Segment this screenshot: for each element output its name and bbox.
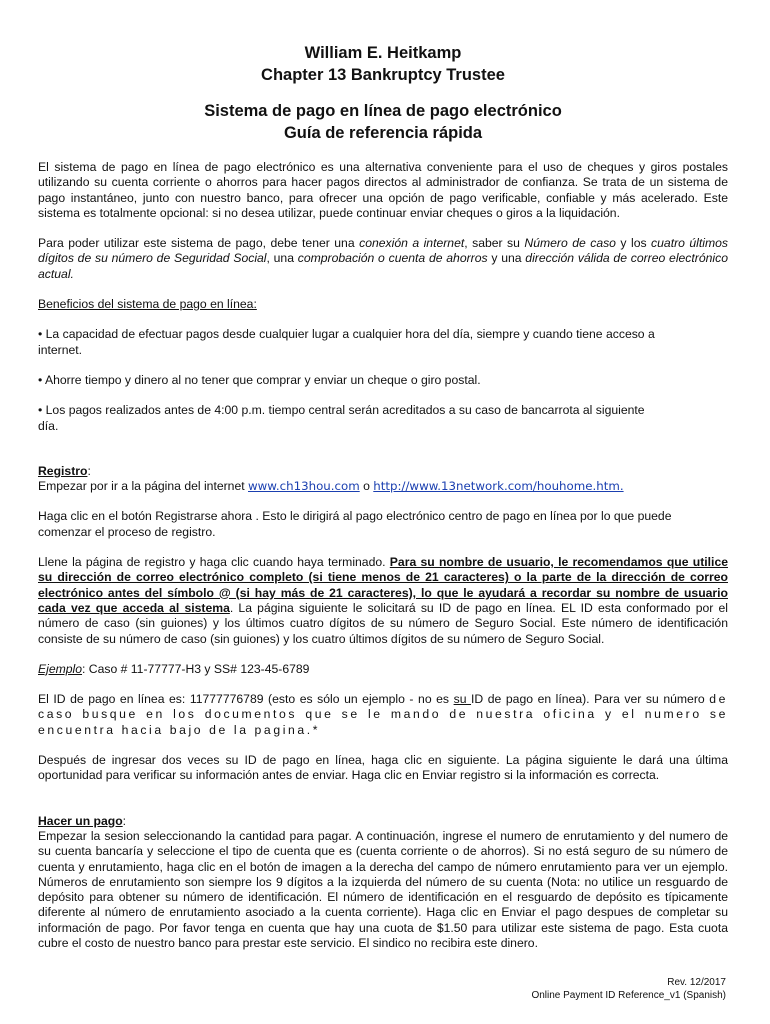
footer bbox=[531, 976, 726, 1002]
click-register-paragraph: Haga clic en el botón Registrarse ahora . Esto le dirigirá al pago electrónico centro de pago en línea por lo que puede comenzar el proceso de registro. bbox=[38, 509, 672, 539]
link-13network[interactable]: http://www.13network.com/houhome.htm. bbox=[373, 479, 624, 494]
guide-title: Guía de referencia rápida bbox=[283, 124, 483, 142]
benefit-item-1: • La capacidad de efectuar pagos desde cualquier lugar a cualquier hora del día, siempre y cuando tiene acceso a internet. bbox=[38, 327, 655, 357]
link-ch13hou[interactable]: www.ch13hou.com bbox=[248, 479, 360, 494]
fill-registration-paragraph: Llene la página de registro y haga clic cuando haya terminado. Para su nombre de usuario, le recomendamos que utilice su dirección de correo electrónico completo (si tiene menos de 21 caracteres) o la parte de la dirección de correo electrónico antes del símbolo @ (si hay más de 21 caracteres), lo que le ayudará a recordar su nombre de usuario cada vez que acceda al sistema. La página siguiente le solicitará su ID de pago en línea. EL ID esta conformado por el número de caso (sin guiones) y los últimos cuatro dígitos de su número de Seguro Social. Este número de identificación consiste de su número de caso (sin guiones) y los cuatro últimos dígitos de su número de Seguro Social. bbox=[38, 555, 729, 646]
payment-paragraph: Empezar la sesion seleccionando la cantidad para pagar. A continuación, ingrese el numero de enrutamiento y del numero de su cuenta bancaría y seleccione el tipo de cuenta que es (cuenta corriente o de ahorros). Si no está seguro de su número de cuenta y enrutamiento, haga clic en el botón de imagen a la derecha del campo de número enrutamiento para ver un ejemplo. Números de enrutamiento son siempre los 9 dígitos a la izquierda del número de su cuenta (Nota: no utilice un resguardo de depósito para obtener su número de identificación. El número de identificación en el resguardo de depósito es típicamente diferente al número de enrutamiento asociado a la cuenta corriente). Haga clic en Enviar el pago despues de completar su información de pago. Por favor tenga en cuenta que hay una cuota de $1.50 para utilizar este sistema de pago. Esta cuota cubre el costo de nuestro banco para prestar este servicio. El sindico no recibira este dinero. bbox=[38, 828, 728, 950]
document-reference: Online Payment ID Reference_v1 (Spanish) bbox=[531, 990, 726, 1001]
registro-start: Empezar por ir a la página del internet www.ch13hou.com o http://www.13network.com/houhome.htm. bbox=[38, 479, 624, 494]
document-page bbox=[38, 42, 728, 951]
trustee-name: William E. Heitkamp bbox=[304, 44, 462, 62]
after-registration-paragraph: Después de ingresar dos veces su ID de pago en línea, haga clic en siguiente. La página siguiente le dará una última oportunidad para verificar su información antes de enviar. Haga clic en Enviar registro si la información es correcta. bbox=[38, 753, 728, 783]
example-line: Ejemplo: Caso # 11-77777-H3 y SS# 123-45-6789 bbox=[38, 661, 310, 676]
requirements-paragraph: Para poder utilizar este sistema de pago, debe tener una conexión a internet, saber su Número de caso y los cuatro últimos dígitos de su número de Seguridad Social, una comprobación o cuenta de ahorros y una dirección válida de correo electrónico actual. bbox=[38, 236, 728, 281]
trustee-title: Chapter 13 Bankruptcy Trustee bbox=[261, 66, 505, 84]
revision-date: Rev. 12/2017 bbox=[667, 977, 726, 988]
benefits-heading: Beneficios del sistema de pago en línea: bbox=[38, 297, 257, 312]
id-paragraph: El ID de pago en línea es: 11777776789 (esto es sólo un ejemplo - no es su ID de pago en línea). Para ver su número de caso busque en los documentos que se le mando de nuestra oficina y el numero se encuentra hacia bajo de la pagina.* bbox=[38, 692, 728, 737]
payment-heading: Hacer un pago: bbox=[38, 813, 127, 828]
intro-paragraph: El sistema de pago en línea de pago electrónico es una alternativa conveniente para el uso de cheques y giros postales utilizando su cuenta corriente o ahorros para hacer pagos directos al administrador de confianza. Se trata de un sistema de pago instantáneo, junto con nuestro banco, para ofrecer una opción de pago verificable, confiable y más acelerado. Este sistema es totalmente opcional: si no desea utilizar, puede continuar enviar cheques o giros a la liquidación. bbox=[38, 160, 728, 220]
system-title: Sistema de pago en línea de pago electrónico bbox=[204, 102, 562, 120]
registro-heading: Registro: bbox=[38, 463, 91, 478]
benefit-item-3: • Los pagos realizados antes de 4:00 p.m. tiempo central serán acreditados a su caso de bancarrota al siguiente día. bbox=[38, 403, 645, 433]
benefit-item-2: • Ahorre tiempo y dinero al no tener que comprar y enviar un cheque o giro postal. bbox=[38, 372, 481, 387]
